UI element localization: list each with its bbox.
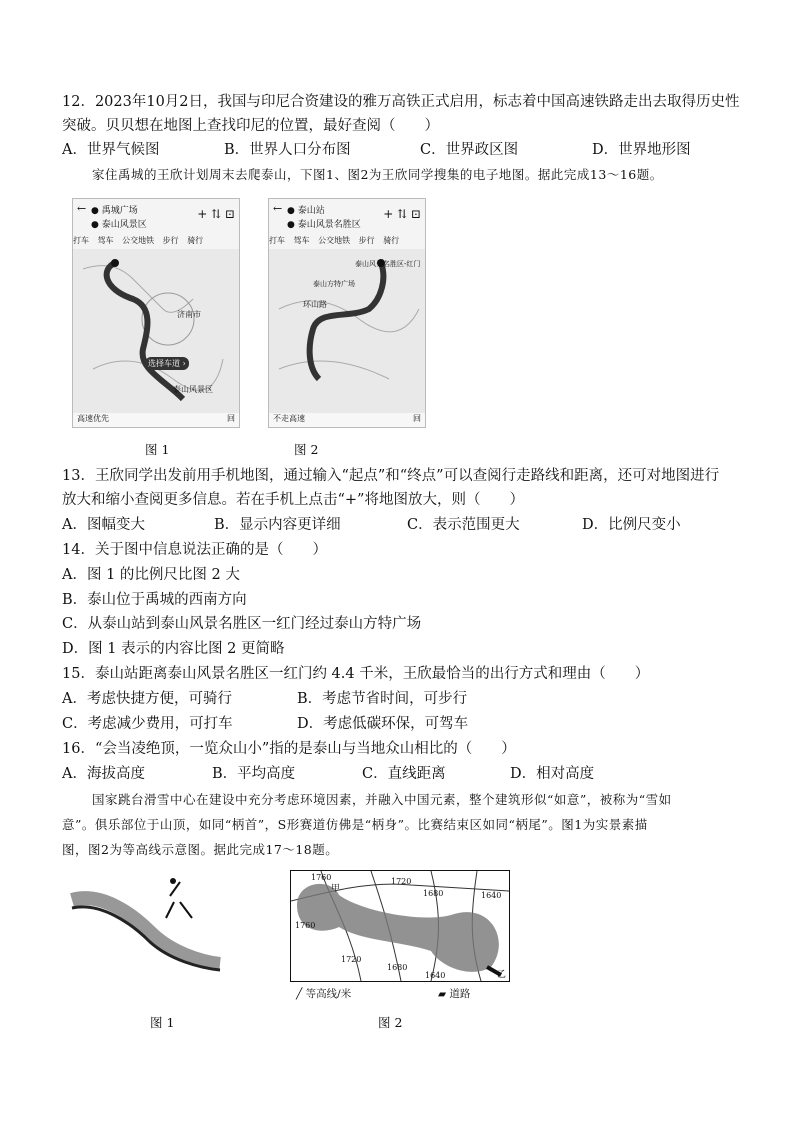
- q12-option-d: D．世界地形图: [592, 142, 691, 158]
- q16-option-d: D．相对高度: [510, 766, 595, 782]
- q12-option-a: A．世界气候图: [62, 142, 160, 158]
- contour-label-1680a: 1680: [423, 889, 444, 898]
- q16-option-c: C．直线距离: [362, 766, 446, 782]
- map2-to: ● 泰山风景名胜区: [287, 220, 361, 230]
- contour-map: [290, 870, 510, 982]
- ski-jump-sketch: [70, 872, 240, 982]
- contour-label-1680b: 1680: [387, 963, 408, 972]
- q14-option-d: D．图 1 表示的内容比图 2 更简略: [62, 641, 285, 657]
- contour-label-1720a: 1720: [391, 877, 412, 886]
- contour-label-1720b: 1720: [341, 955, 362, 964]
- q16-stem: 16．“会当凌绝顶，一览众山小”指的是泰山与当地众山相比的（ ）: [62, 741, 516, 757]
- map2-route-svg: [269, 249, 425, 413]
- contour-label-1760a: 1760: [311, 873, 332, 882]
- map2-modes: 打车 驾车 公交地铁 步行 骑行: [269, 235, 425, 249]
- q13-stem-line1: 13．王欣同学出发前用手机地图，通过输入“起点”和“终点”可以查阅行走路线和距离，还可对地图进行: [62, 468, 720, 484]
- map2-label-hongmen: 泰山风景名胜区-红门: [355, 260, 421, 268]
- map-figure-1: [72, 198, 240, 428]
- contour-line-icon: ╱: [296, 988, 303, 1000]
- q15-option-d: D．考虑低碳环保，可驾车: [297, 716, 469, 732]
- intro-17-18-line2: 意”。俱乐部位于山顶，如同“柄首”，S形赛道仿佛是“柄身”。比赛结束区如同“柄尾”。图1为实景素描: [62, 817, 648, 832]
- q15-option-a: A．考虑快捷方便，可骑行: [62, 691, 232, 707]
- legend-contour: ╱ 等高线/米: [296, 988, 352, 1000]
- map1-header: [73, 199, 239, 235]
- contour-label-1640b: 1640: [425, 971, 446, 980]
- ski-fig1-caption: 图 1: [150, 1015, 175, 1030]
- map1-label-lane: 选择车道 ›: [145, 357, 189, 370]
- q16-option-a: A．海拔高度: [62, 766, 145, 782]
- map1-label-jinan: 济南市: [177, 310, 201, 319]
- contour-label-yi: 乙: [497, 970, 507, 980]
- q13-option-a: A．图幅变大: [62, 517, 145, 533]
- q14-stem: 14．关于图中信息说法正确的是（ ）: [62, 542, 327, 558]
- map1-bottom: 高速优先 回: [73, 413, 239, 427]
- map1-route-svg: [73, 249, 239, 413]
- q12-stem-line1: 12．2023年10月2日，我国与印尼合资建设的雅万高铁正式启用，标志着中国高速铁路走出去取得历史性: [62, 94, 740, 110]
- map2-header: [269, 199, 425, 235]
- q16-option-b: B．平均高度: [212, 766, 296, 782]
- intro-17-18-line3: 图，图2为等高线示意图。据此完成17～18题。: [62, 842, 339, 857]
- fig1-caption: 图 1: [145, 442, 170, 457]
- ski-fig2-caption: 图 2: [378, 1015, 403, 1030]
- contour-label-jia: 甲: [331, 884, 341, 894]
- q13-option-c: C．表示范围更大: [407, 517, 520, 533]
- contour-label-1760b: 1760: [295, 921, 316, 930]
- map1-to: ● 泰山风景区: [91, 220, 147, 230]
- map-figure-2: [268, 198, 426, 428]
- map2-label-huanshan: 环山路: [303, 300, 327, 309]
- map1-from: ● 禹城广场: [91, 206, 138, 216]
- q15-option-b: B．考虑节省时间，可步行: [297, 691, 468, 707]
- q13-stem-line2: 放大和缩小查阅更多信息。若在手机上点击“+”将地图放大，则（ ）: [62, 492, 524, 508]
- intro-13-16: 家住禹城的王欣计划周末去爬泰山，下图1、图2为王欣同学搜集的电子地图。据此完成13～16题。: [92, 167, 663, 182]
- map2-label-fangte: 泰山方特广场: [313, 280, 355, 288]
- q12-option-c: C．世界政区图: [420, 142, 519, 158]
- q14-option-c: C．从泰山站到泰山风景名胜区一红门经过泰山方特广场: [62, 616, 422, 632]
- legend-road: ▰ 道路: [438, 988, 471, 1000]
- map2-bottom: 不走高速 回: [269, 413, 425, 427]
- q15-stem: 15．泰山站距离泰山风景名胜区一红门约 4.4 千米，王欣最恰当的出行方式和理由（ ）: [62, 666, 650, 682]
- q13-option-d: D．比例尺变小: [582, 517, 681, 533]
- back-arrow-icon: ←: [273, 202, 283, 215]
- zoom-controls-icon: + ⇅ ⊡: [383, 207, 421, 221]
- fig2-caption: 图 2: [294, 442, 319, 457]
- q14-option-a: A．图 1 的比例尺比图 2 大: [62, 567, 240, 583]
- q12-stem-line2: 突破。贝贝想在地图上查找印尼的位置，最好查阅（ ）: [62, 118, 439, 134]
- map2-from: ● 泰山站: [287, 206, 325, 216]
- road-icon: ▰: [438, 988, 447, 1000]
- q13-option-b: B．显示内容更详细: [214, 517, 341, 533]
- q15-option-c: C．考虑减少费用，可打车: [62, 716, 233, 732]
- q14-option-b: B．泰山位于禹城的西南方向: [62, 592, 247, 608]
- contour-label-1640a: 1640: [481, 891, 502, 900]
- intro-17-18-line1: 国家跳台滑雪中心在建设中充分考虑环境因素，并融入中国元素，整个建筑形似“如意”，被称为“雪如: [92, 792, 672, 807]
- q12-option-b: B．世界人口分布图: [224, 142, 351, 158]
- back-arrow-icon: ←: [77, 202, 87, 215]
- zoom-controls-icon: + ⇅ ⊡: [197, 207, 235, 221]
- map1-label-taishan: 泰山风景区: [173, 385, 213, 394]
- map1-modes: 打车 驾车 公交地铁 步行 骑行: [73, 235, 239, 249]
